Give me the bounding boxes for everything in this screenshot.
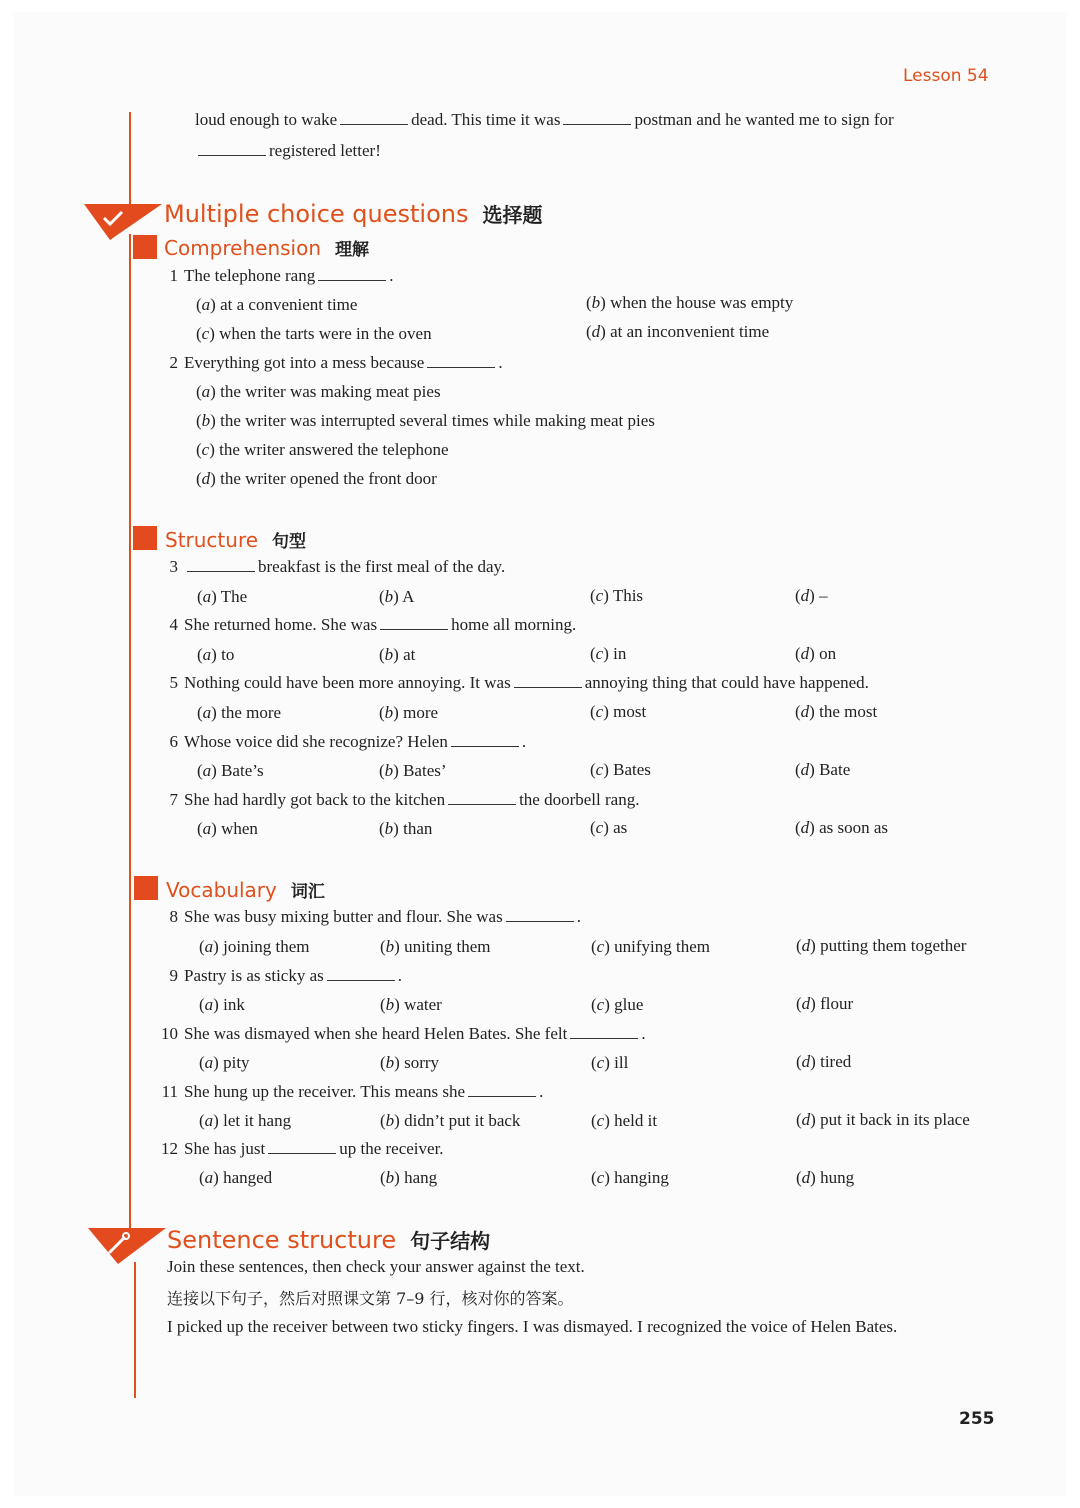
- question-text-after: up the receiver.: [339, 1139, 444, 1158]
- wrench-banner-icon: [88, 1226, 168, 1268]
- comprehension-title-en: Comprehension: [164, 236, 322, 260]
- question-9: [150, 966, 402, 986]
- question-number: 6: [169, 732, 178, 751]
- option-letter: a: [204, 937, 214, 956]
- q4-option-a[interactable]: (a) to: [197, 645, 235, 664]
- question-number: 3: [169, 557, 178, 576]
- question-text-after: home all morning.: [451, 615, 577, 634]
- option-letter: a: [202, 761, 212, 780]
- margin-rule-main: [129, 234, 131, 1234]
- option-letter: c: [201, 324, 210, 343]
- q4-option-c[interactable]: (c) in: [590, 644, 627, 663]
- question-text: The telephone rang: [184, 266, 316, 285]
- option-text: Bate: [819, 760, 851, 779]
- structure-marker: [133, 526, 157, 550]
- option-letter: c: [596, 1111, 605, 1130]
- answer-blank[interactable]: [563, 110, 631, 125]
- structure-title-cn: 句型: [272, 532, 307, 552]
- question-number: 10: [161, 1024, 178, 1043]
- comprehension-title-cn: 理解: [335, 240, 370, 260]
- option-letter: b: [384, 761, 394, 780]
- mcq-title-cn: 选择题: [482, 203, 543, 227]
- q5-option-c[interactable]: (c) most: [590, 702, 647, 721]
- option-text: to: [221, 645, 235, 664]
- option-text: unifying them: [614, 937, 710, 956]
- option-letter: a: [202, 819, 212, 838]
- answer-blank[interactable]: [506, 907, 574, 922]
- q2-option-c[interactable]: (c) the writer answered the telephone: [196, 440, 449, 459]
- mcq-title: [164, 199, 543, 228]
- answer-blank[interactable]: [198, 141, 266, 156]
- answer-blank[interactable]: [451, 732, 519, 747]
- answer-blank[interactable]: [318, 266, 386, 281]
- option-letter: b: [201, 411, 211, 430]
- option-letter: a: [201, 382, 211, 401]
- q11-option-c[interactable]: (c) held it: [591, 1111, 658, 1130]
- option-letter: d: [801, 936, 811, 955]
- option-text: ill: [614, 1053, 629, 1072]
- option-text: water: [404, 995, 442, 1014]
- vocabulary-title-en: Vocabulary: [166, 878, 277, 902]
- option-text: uniting them: [404, 937, 491, 956]
- option-text: This: [612, 586, 644, 605]
- question-text-before: She returned home. She was: [184, 615, 378, 634]
- question-end: .: [498, 353, 503, 372]
- option-text: flour: [820, 994, 854, 1013]
- option-letter: b: [385, 937, 395, 956]
- question-text: Everything got into a mess because: [184, 353, 425, 372]
- option-letter: a: [202, 587, 212, 606]
- instruction-text-cn: 连接以下句子，然后对照课文第 7–9 行，核对你的答案。: [167, 1289, 574, 1308]
- answer-blank[interactable]: [268, 1139, 336, 1154]
- question-number: 4: [169, 615, 178, 634]
- vocabulary-title-cn: 词汇: [290, 882, 325, 902]
- option-letter: d: [800, 644, 810, 663]
- option-letter: b: [385, 995, 395, 1014]
- q8-option-d[interactable]: (d) putting them together: [796, 936, 967, 955]
- option-text: putting them together: [820, 936, 967, 955]
- q8-option-c[interactable]: (c) unifying them: [591, 937, 710, 956]
- option-letter: c: [596, 937, 605, 956]
- option-letter: c: [595, 586, 604, 605]
- question-text-after: .: [576, 907, 581, 926]
- margin-rule-top: [129, 112, 131, 204]
- option-letter: d: [801, 994, 811, 1013]
- q12-option-c[interactable]: (c) hanging: [591, 1168, 669, 1187]
- q10-option-c[interactable]: (c) ill: [591, 1053, 629, 1072]
- question-text-before: She was busy mixing butter and flour. She was: [184, 907, 503, 926]
- answer-blank[interactable]: [187, 557, 255, 572]
- intro-text-b: dead. This time it was: [411, 110, 561, 129]
- intro-text-a: loud enough to wake: [195, 110, 338, 129]
- sentences-to-join: I picked up the receiver between two sticky fingers. I was dismayed. I recognized the voice of Helen Bates.: [167, 1317, 898, 1336]
- question-1: [150, 266, 393, 286]
- answer-blank[interactable]: [448, 790, 516, 805]
- option-text: –: [819, 586, 828, 605]
- q2-option-a[interactable]: (a) the writer was making meat pies: [196, 382, 441, 401]
- option-letter: b: [385, 1111, 395, 1130]
- q3-option-b[interactable]: (b) A: [379, 587, 415, 606]
- page-number: 255: [959, 1409, 995, 1429]
- question-5: [150, 673, 869, 693]
- question-12: [150, 1139, 444, 1159]
- option-letter: c: [201, 440, 210, 459]
- q4-option-d[interactable]: (d) on: [795, 644, 837, 663]
- q2-option-d[interactable]: (d) the writer opened the front door: [196, 469, 437, 488]
- question-text: breakfast is the first meal of the day.: [258, 557, 506, 576]
- option-letter: b: [384, 587, 394, 606]
- answer-blank[interactable]: [468, 1082, 536, 1097]
- option-text: sorry: [404, 1053, 440, 1072]
- question-number: 9: [169, 966, 178, 985]
- structure-title-en: Structure: [165, 528, 259, 552]
- q10-option-d[interactable]: (d) tired: [796, 1052, 852, 1071]
- q6-option-a[interactable]: (a) Bate’s: [197, 761, 264, 780]
- q9-option-a[interactable]: (a) ink: [199, 995, 245, 1014]
- option-text: at: [403, 645, 416, 664]
- question-text-before: She was dismayed when she heard Helen Bates. She felt: [184, 1024, 568, 1043]
- q11-option-d[interactable]: (d) put it back in its place: [796, 1110, 970, 1129]
- sentence-structure-heading: [167, 1225, 490, 1254]
- answer-blank[interactable]: [327, 966, 395, 981]
- comprehension-marker: [133, 235, 157, 259]
- option-text: put it back in its place: [820, 1110, 970, 1129]
- option-letter: b: [384, 703, 394, 722]
- option-letter: d: [800, 818, 810, 837]
- question-text-before: She has just: [184, 1139, 266, 1158]
- q12-option-b[interactable]: (b) hang: [380, 1168, 438, 1187]
- option-letter: d: [201, 469, 211, 488]
- option-text: the writer opened the front door: [220, 469, 437, 488]
- option-letter: c: [596, 1168, 605, 1187]
- option-text: Bate’s: [221, 761, 264, 780]
- option-letter: a: [202, 645, 212, 664]
- vocabulary-heading: [166, 877, 325, 902]
- comprehension-heading: [164, 235, 369, 260]
- option-text: most: [613, 702, 647, 721]
- question-11: [150, 1082, 543, 1102]
- intro-text-c: postman and he wanted me to sign for: [634, 110, 894, 129]
- option-letter: c: [595, 760, 604, 779]
- q9-option-b[interactable]: (b) water: [380, 995, 442, 1014]
- question-text-after: the doorbell rang.: [519, 790, 640, 809]
- option-text: on: [819, 644, 837, 663]
- option-text: at a convenient time: [220, 295, 358, 314]
- question-8: [150, 907, 581, 927]
- option-letter: d: [801, 1168, 811, 1187]
- option-text: than: [403, 819, 433, 838]
- question-text-before: Pastry is as sticky as: [184, 966, 324, 985]
- question-text-after: .: [641, 1024, 646, 1043]
- question-7: [150, 790, 639, 810]
- q1-option-c[interactable]: (c) when the tarts were in the oven: [196, 324, 432, 343]
- q3-option-a[interactable]: (a) The: [197, 587, 248, 606]
- question-10: [150, 1024, 646, 1044]
- sentence-structure-title-cn: 句子结构: [410, 1229, 491, 1253]
- option-text: didn’t put it back: [404, 1111, 521, 1130]
- intro-line-2: [195, 141, 381, 161]
- option-letter: a: [204, 1053, 214, 1072]
- q2-option-b[interactable]: (b) the writer was interrupted several times while making meat pies: [196, 411, 655, 430]
- option-text: hang: [404, 1168, 438, 1187]
- option-text: in: [613, 644, 627, 663]
- q10-option-a[interactable]: (a) pity: [199, 1053, 250, 1072]
- option-text: when the tarts were in the oven: [219, 324, 432, 343]
- option-text: more: [403, 703, 439, 722]
- question-3: [150, 557, 505, 577]
- sentence-structure-title-en: Sentence structure: [167, 1226, 397, 1254]
- q8-option-b[interactable]: (b) uniting them: [380, 937, 491, 956]
- answer-blank[interactable]: [340, 110, 408, 125]
- question-number: 8: [169, 907, 178, 926]
- question-end: .: [389, 266, 394, 285]
- q1-option-d[interactable]: (d) at an inconvenient time: [586, 322, 770, 341]
- option-letter: d: [800, 586, 810, 605]
- option-text: as soon as: [819, 818, 889, 837]
- margin-rule-bottom: [134, 1262, 136, 1398]
- q7-option-b[interactable]: (b) than: [379, 819, 433, 838]
- option-text: as: [613, 818, 628, 837]
- option-letter: a: [204, 1111, 214, 1130]
- q12-option-a[interactable]: (a) hanged: [199, 1168, 273, 1187]
- option-letter: d: [800, 702, 810, 721]
- option-letter: c: [596, 995, 605, 1014]
- option-text: hanged: [223, 1168, 273, 1187]
- option-text: tired: [820, 1052, 852, 1071]
- option-text: A: [402, 587, 415, 606]
- option-letter: a: [202, 703, 212, 722]
- option-text: the most: [819, 702, 878, 721]
- question-number: 11: [161, 1082, 178, 1101]
- answer-blank[interactable]: [570, 1024, 638, 1039]
- option-letter: a: [204, 995, 214, 1014]
- q5-option-a[interactable]: (a) the more: [197, 703, 282, 722]
- option-text: at an inconvenient time: [610, 322, 770, 341]
- question-number: 2: [169, 353, 178, 372]
- structure-heading: [165, 527, 306, 552]
- q5-option-b[interactable]: (b) more: [379, 703, 439, 722]
- question-number: 7: [169, 790, 178, 809]
- q7-option-d[interactable]: (d) as soon as: [795, 818, 889, 837]
- option-text: Bates: [613, 760, 651, 779]
- option-letter: d: [801, 1110, 811, 1129]
- option-text: the writer was interrupted several times while making meat pies: [220, 411, 655, 430]
- q9-option-c[interactable]: (c) glue: [591, 995, 644, 1014]
- option-text: held it: [614, 1111, 658, 1130]
- question-number: 12: [161, 1139, 178, 1158]
- answer-blank[interactable]: [427, 353, 495, 368]
- answer-blank[interactable]: [514, 673, 582, 688]
- intro-text-line2: registered letter!: [269, 141, 381, 160]
- option-letter: c: [595, 702, 604, 721]
- q6-option-c[interactable]: (c) Bates: [590, 760, 651, 779]
- q7-option-a[interactable]: (a) when: [197, 819, 258, 838]
- option-text: The: [220, 587, 248, 606]
- option-text: hung: [820, 1168, 855, 1187]
- option-text: pity: [223, 1053, 250, 1072]
- q1-option-b[interactable]: (b) when the house was empty: [586, 293, 794, 312]
- option-letter: d: [591, 322, 601, 341]
- question-text-after: .: [397, 966, 403, 985]
- question-number: 5: [169, 673, 178, 692]
- q11-option-b[interactable]: (b) didn’t put it back: [380, 1111, 521, 1130]
- option-letter: b: [385, 1168, 395, 1187]
- option-letter: d: [801, 1052, 811, 1071]
- question-text-before: She had hardly got back to the kitchen: [184, 790, 446, 809]
- question-text-before: Whose voice did she recognize? Helen: [184, 732, 448, 751]
- option-letter: a: [204, 1168, 214, 1187]
- question-text-after: .: [539, 1082, 544, 1101]
- q11-option-a[interactable]: (a) let it hang: [199, 1111, 292, 1130]
- option-text: the more: [221, 703, 282, 722]
- q10-option-b[interactable]: (b) sorry: [380, 1053, 440, 1072]
- option-letter: b: [591, 293, 601, 312]
- q5-option-d[interactable]: (d) the most: [795, 702, 878, 721]
- option-text: joining them: [223, 937, 310, 956]
- question-6: [150, 732, 526, 752]
- q4-option-b[interactable]: (b) at: [379, 645, 416, 664]
- q7-option-c[interactable]: (c) as: [590, 818, 628, 837]
- question-number: 1: [169, 266, 178, 285]
- question-2: [150, 353, 503, 373]
- option-text: Bates’: [403, 761, 447, 780]
- mcq-title-en: Multiple choice questions: [164, 200, 469, 228]
- answer-blank[interactable]: [380, 615, 448, 630]
- option-letter: c: [595, 644, 604, 663]
- intro-line-1: [195, 110, 894, 130]
- q9-option-d[interactable]: (d) flour: [796, 994, 854, 1013]
- option-text: glue: [614, 995, 644, 1014]
- option-letter: b: [385, 1053, 395, 1072]
- q3-option-d[interactable]: (d) –: [795, 586, 828, 605]
- question-text-before: Nothing could have been more annoying. It was: [184, 673, 511, 692]
- option-letter: b: [384, 645, 394, 664]
- lesson-label: Lesson 54: [903, 66, 989, 86]
- option-text: when: [221, 819, 258, 838]
- option-text: the writer answered the telephone: [219, 440, 449, 459]
- question-4: [150, 615, 576, 635]
- instruction-text: Join these sentences, then check your answer against the text.: [167, 1257, 585, 1276]
- option-text: when the house was empty: [610, 293, 794, 312]
- q6-option-b[interactable]: (b) Bates’: [379, 761, 447, 780]
- question-text-after: .: [521, 732, 527, 751]
- option-letter: d: [800, 760, 810, 779]
- q12-option-d[interactable]: (d) hung: [796, 1168, 855, 1187]
- q3-option-c[interactable]: (c) This: [590, 586, 644, 605]
- q8-option-a[interactable]: (a) joining them: [199, 937, 310, 956]
- option-text: the writer was making meat pies: [220, 382, 441, 401]
- option-text: let it hang: [223, 1111, 292, 1130]
- option-text: ink: [223, 995, 245, 1014]
- option-text: hanging: [614, 1168, 669, 1187]
- option-letter: c: [595, 818, 604, 837]
- option-letter: b: [384, 819, 394, 838]
- option-letter: a: [201, 295, 211, 314]
- vocabulary-marker: [134, 876, 158, 900]
- question-text-after: annoying thing that could have happened.: [584, 673, 869, 692]
- option-letter: c: [596, 1053, 605, 1072]
- q6-option-d[interactable]: (d) Bate: [795, 760, 851, 779]
- question-text-before: She hung up the receiver. This means she: [184, 1082, 466, 1101]
- q1-option-a[interactable]: (a) at a convenient time: [196, 295, 358, 314]
